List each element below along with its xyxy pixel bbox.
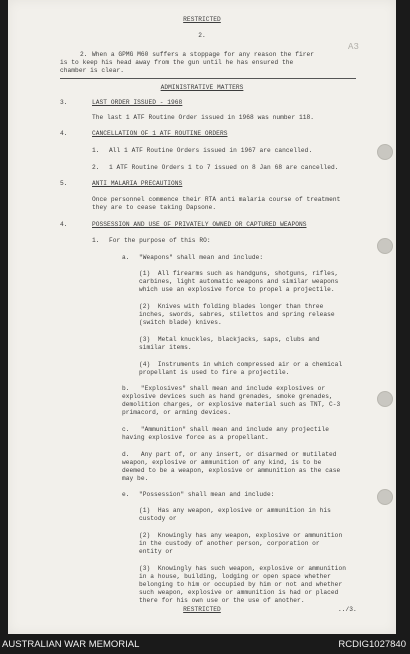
definition-line: which use an explosive force to propel a projectile. bbox=[139, 286, 335, 293]
classification-footer: RESTRICTED bbox=[183, 606, 221, 613]
para-number: 4. bbox=[60, 221, 68, 228]
punch-hole bbox=[377, 144, 393, 160]
definition-line: belonging to him or occupied by him or not and whether bbox=[139, 581, 343, 588]
punch-hole bbox=[377, 489, 393, 505]
para-number: 4. bbox=[60, 130, 68, 137]
section-divider bbox=[60, 78, 356, 79]
record-id: RCDIG1027840 bbox=[338, 639, 406, 650]
top-para-line: is to keep his head away from the gun until he has ensured the bbox=[60, 59, 294, 66]
definition-line: b. "Explosives" shall mean and include explosives or bbox=[122, 385, 326, 392]
top-para-line: chamber is clear. bbox=[60, 67, 124, 74]
definition-line: entity or bbox=[139, 548, 173, 555]
definition-line: primacord, or arming devices. bbox=[122, 409, 232, 416]
definition-line: in a house, building, lodging or open space whether bbox=[139, 573, 331, 580]
definition-line: inches, swords, sabres, stilettos and spring release bbox=[139, 311, 335, 318]
para-number: 5. bbox=[60, 180, 68, 187]
definition-line: (3) Knowingly has such weapon, explosive or ammunition bbox=[139, 565, 346, 572]
definition-line: such weapon, explosive or ammunition is had or placed bbox=[139, 589, 339, 596]
para-heading: POSSESSION AND USE OF PRIVATELY OWNED OR CAPTURED WEAPONS bbox=[92, 221, 307, 228]
para-text: The last 1 ATF Routine Order issued in 1968 was number 118. bbox=[92, 114, 315, 121]
definition-line: explosive devices such as hand grenades, smoke grenades, bbox=[122, 393, 333, 400]
definition-line: d. Any part of, or any insert, or disarmed or mutilated bbox=[122, 451, 337, 458]
document-page bbox=[8, 0, 396, 634]
para-heading: ANTI MALARIA PRECAUTIONS bbox=[92, 180, 183, 187]
sub-heading: "Possession" shall mean and include: bbox=[139, 491, 275, 498]
punch-hole bbox=[377, 238, 393, 254]
item-text: All 1 ATF Routine Orders issued in 1967 are cancelled. bbox=[109, 147, 313, 154]
definition-line: (4) Instruments in which compressed air or a chemical bbox=[139, 361, 343, 368]
definition-line: custody or bbox=[139, 515, 177, 522]
sub-label: a. bbox=[122, 254, 130, 261]
item-number: 1. bbox=[92, 237, 100, 244]
sub-label: e. bbox=[122, 491, 130, 498]
classification-header: RESTRICTED bbox=[183, 16, 221, 23]
top-para-line: When a GPMG M60 suffers a stoppage for any reason the firer bbox=[92, 51, 315, 58]
para-number: 3. bbox=[60, 99, 68, 106]
item-text: 1 ATF Routine Orders 1 to 7 issued on 8 Jan 68 are cancelled. bbox=[109, 164, 339, 171]
definition-line: in the custody of another person, corporation or bbox=[139, 540, 320, 547]
para-heading: LAST ORDER ISSUED - 1968 bbox=[92, 99, 183, 106]
punch-hole bbox=[377, 391, 393, 407]
archive-name: AUSTRALIAN WAR MEMORIAL bbox=[2, 639, 140, 650]
definition-line: (switch blade) knives. bbox=[139, 319, 222, 326]
definition-line: (2) Knives with folding blades longer than three bbox=[139, 303, 324, 310]
definition-line: (3) Metal knuckles, blackjacks, saps, clubs and bbox=[139, 336, 320, 343]
page-number: 2. bbox=[198, 32, 206, 39]
definition-line: c. "Ammunition" shall mean and include any projectile bbox=[122, 426, 329, 433]
sub-heading: "Weapons" shall mean and include: bbox=[139, 254, 264, 261]
section-title: ADMINISTRATIVE MATTERS bbox=[160, 84, 244, 91]
definition-line: (2) Knowingly has any weapon, explosive or ammunition bbox=[139, 532, 343, 539]
definition-line: (1) Has any weapon, explosive or ammunition in his bbox=[139, 507, 331, 514]
definition-line: having explosive force as a propellant. bbox=[122, 434, 269, 441]
definition-line: carbines, light automatic weapons and similar weapons bbox=[139, 278, 339, 285]
para-heading: CANCELLATION OF 1 ATF ROUTINE ORDERS bbox=[92, 130, 228, 137]
item-number: 1. bbox=[92, 147, 100, 154]
definition-line: there for his own use or the use of another. bbox=[139, 597, 305, 604]
continuation-marker: ../3. bbox=[338, 606, 357, 613]
definition-line: weapon, explosive or ammunition of any kind, is to be bbox=[122, 459, 322, 466]
corner-mark: A3 bbox=[348, 42, 359, 52]
definition-line: similar items. bbox=[139, 344, 192, 351]
item-text: For the purpose of this RO: bbox=[109, 237, 211, 244]
definition-line: demolition charges, or explosive material such as TNT, C-3 bbox=[122, 401, 341, 408]
para-text: Once personnel commence their RTA anti malaria course of treatment bbox=[92, 196, 341, 203]
item-number: 2. bbox=[92, 164, 100, 171]
archive-footer-bar bbox=[0, 634, 410, 654]
definition-line: (1) All firearms such as handguns, shotguns, rifles, bbox=[139, 270, 339, 277]
definition-line: propellant is used to fire a projectile. bbox=[139, 369, 290, 376]
top-para-number: 2. bbox=[80, 51, 88, 58]
para-text: they are to cease taking Dapsone. bbox=[92, 204, 217, 211]
definition-line: deemed to be a weapon, explosive or ammunition as the case bbox=[122, 467, 341, 474]
definition-line: may be. bbox=[122, 475, 149, 482]
